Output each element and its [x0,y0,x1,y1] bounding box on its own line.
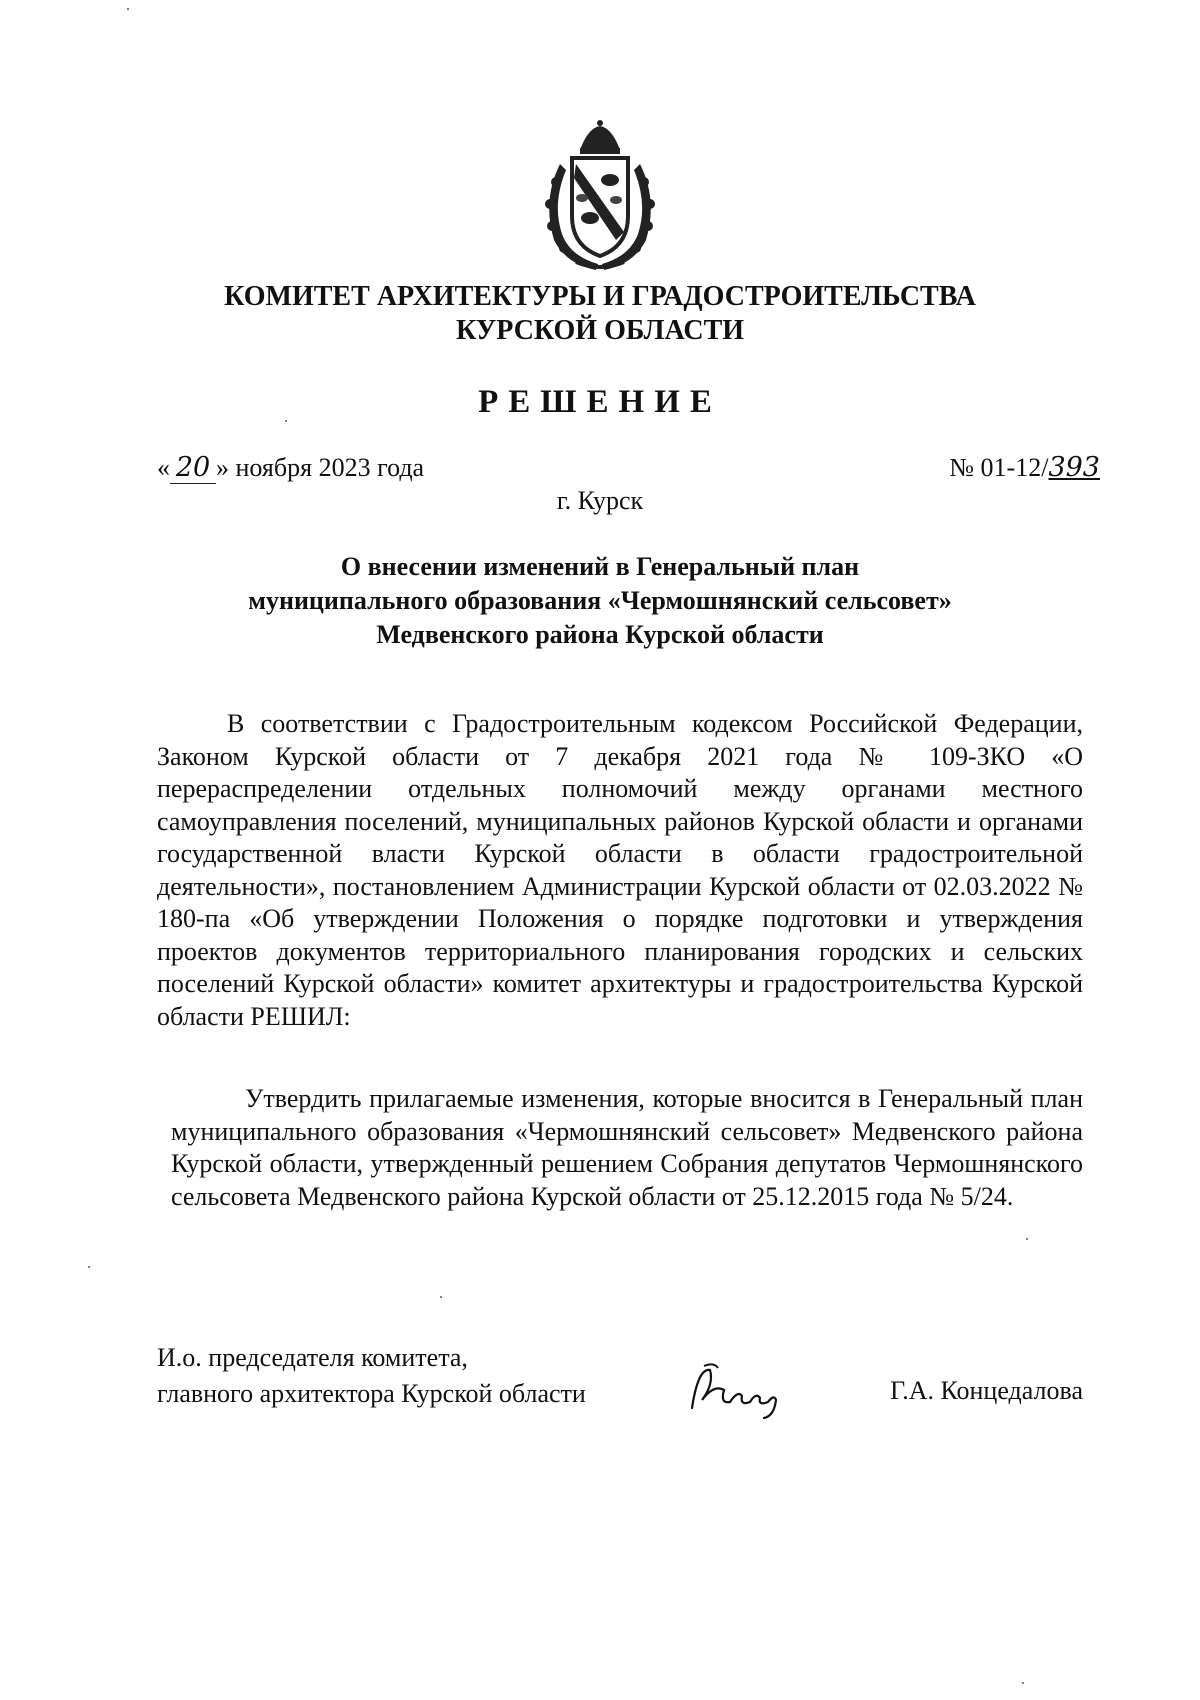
scan-speck [1026,1238,1028,1240]
document-number [949,452,1100,483]
kursk-oblast-coat-of-arms-icon [536,120,664,272]
document-date [157,452,424,484]
scan-speck [88,1266,90,1268]
scan-speck [127,8,129,10]
position-line1: И.о. председателя комитета, [157,1343,468,1372]
preamble-paragraph [157,708,1083,1033]
subject-line2: муниципального образования «Чермошнянский сельсовет» [248,586,952,615]
signatory-name: Г.А. Концедалова [890,1376,1083,1405]
subject-line3: Медвенского района Курской области [376,620,824,649]
organization-name-line2: КУРСКОЙ ОБЛАСТИ [455,315,745,346]
scan-speck [285,420,287,422]
resolution-text: Утвердить прилагаемые изменения, которые вносится в Генеральный план муниципального образования «Чермошнянский сельсовет» Медвенского района Курской области, утвержденный решением Собрания депутатов Чермошнянского сельсовета Медвенского района Курской области от 25.12.2015 года № 5/24. [171,1084,1083,1211]
organization-name-line1: КОМИТЕТ АРХИТЕКТУРЫ И ГРАДОСТРОИТЕЛЬСТВА [224,281,976,312]
preamble-text: В соответствии с Градостроительным кодексом Российской Федерации, Законом Курской области от 7 декабря 2021 года № 109-ЗКО «О перераспределении отдельных полномочий между органами местного самоуправления поселений, муниципальных районов Курской области и органами государственной власти Курской области в области градостроительной деятельности», постановлением Администрации Курской области от 02.03.2022 № 180-па «Об утверждении Положения о порядке подготовки и утверждения проектов документов территориального планирования городских и сельских поселений Курской области» комитет архитектуры и градостроительства Курской области РЕШИЛ: [157,709,1083,1031]
document-type-title: РЕШЕНИЕ [478,384,722,420]
position-line2: главного архитектора Курской области [157,1379,586,1408]
date-day-handwritten: 20 [170,452,216,484]
signatory-position [157,1340,586,1412]
number-prefix: № 01-12/ [949,453,1049,482]
scan-speck [440,1296,442,1298]
resolution-paragraph [171,1083,1083,1213]
number-handwritten: 393 [1048,452,1100,483]
scan-speck [1022,1682,1024,1684]
document-city: г. Курск [556,486,644,515]
handwritten-signature-icon [684,1360,804,1420]
organization-name [100,280,1100,348]
document-subject [150,550,1050,652]
date-month-year: » ноября 2023 года [216,453,425,482]
subject-line1: О внесении изменений в Генеральный план [340,552,860,581]
date-open-quote: « [157,453,170,482]
